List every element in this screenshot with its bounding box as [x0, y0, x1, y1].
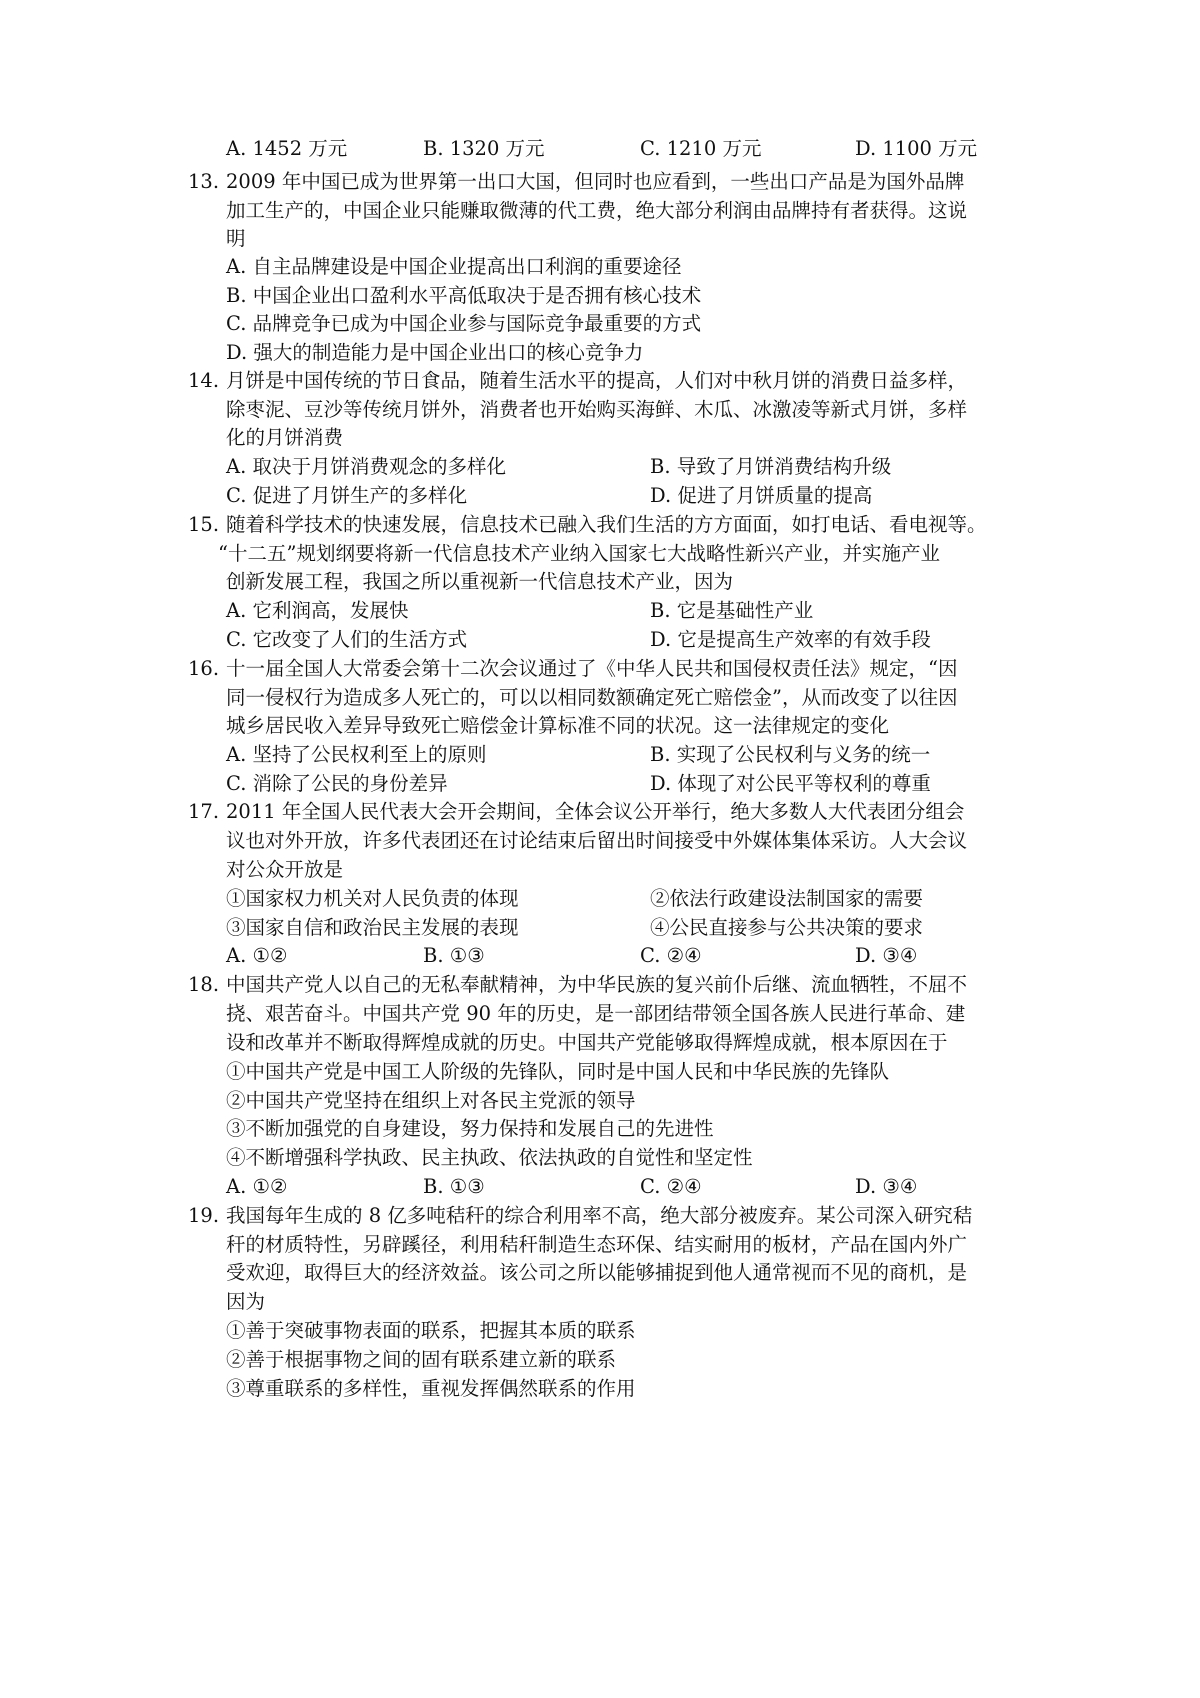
q17-item-2: ②依法行政建设法制国家的需要: [650, 887, 924, 910]
q13-stem-line: 2009 年中国已成为世界第一出口大国，但同时也应看到，一些出口产品是为国外品牌: [226, 170, 965, 193]
q17-option-a: A. ①②: [226, 944, 288, 967]
q15-option-d: D. 它是提高生产效率的有效手段: [650, 628, 931, 651]
q13-option-a: A. 自主品牌建设是中国企业提高出口利润的重要途径: [226, 255, 682, 278]
q18-item-1: ①中国共产党是中国工人阶级的先锋队，同时是中国人民和中华民族的先锋队: [226, 1060, 890, 1083]
q18-item-4: ④不断增强科学执政、民主执政、依法执政的自觉性和坚定性: [226, 1146, 753, 1169]
q17-option-c: C. ②④: [640, 944, 702, 967]
q15-option-a: A. 它利润高，发展快: [226, 599, 409, 622]
q13-stem-line: 加工生产的，中国企业只能赚取微薄的代工费，绝大部分利润由品牌持有者获得。这说: [226, 199, 968, 222]
q18-number: 18.: [188, 973, 220, 996]
q16-option-b: B. 实现了公民权利与义务的统一: [650, 743, 931, 766]
q16-option-a: A. 坚持了公民权利至上的原则: [226, 743, 487, 766]
q16-option-c: C. 消除了公民的身份差异: [226, 772, 448, 795]
q19-item-3: ③尊重联系的多样性，重视发挥偶然联系的作用: [226, 1377, 636, 1400]
q19-stem-line: 我国每年生成的 8 亿多吨秸秆的综合利用率不高，绝大部分被废弃。某公司深入研究秸: [226, 1204, 973, 1227]
q19-number: 19.: [188, 1204, 220, 1227]
q19-stem-line: 秆的材质特性，另辟蹊径，利用秸秆制造生态环保、结实耐用的板材，产品在国内外广: [226, 1233, 968, 1256]
q14-number: 14.: [188, 369, 220, 392]
q18-option-d: D. ③④: [855, 1175, 918, 1198]
q13-stem-line: 明: [226, 227, 246, 250]
q12-option-a: A. 1452 万元: [226, 137, 348, 160]
q17-option-d: D. ③④: [855, 944, 918, 967]
q18-option-a: A. ①②: [226, 1175, 288, 1198]
q13-option-c: C. 品牌竞争已成为中国企业参与国际竞争最重要的方式: [226, 312, 702, 335]
q16-stem-line: 十一届全国人大常委会第十二次会议通过了《中华人民共和国侵权责任法》规定，“因: [226, 657, 958, 680]
q17-stem-line: 2011 年全国人民代表大会开会期间，全体会议公开举行，绝大多数人大代表团分组会: [226, 800, 965, 823]
q15-number: 15.: [188, 513, 220, 536]
q16-stem-line: 同一侵权行为造成多人死亡的，可以以相同数额确定死亡赔偿金”，从而改变了以往因: [226, 686, 958, 709]
q14-stem-line: 除枣泥、豆沙等传统月饼外，消费者也开始购买海鲜、木瓜、冰激凌等新式月饼，多样: [226, 398, 968, 421]
q18-option-c: C. ②④: [640, 1175, 702, 1198]
q18-option-b: B. ①③: [423, 1175, 485, 1198]
q16-stem-line: 城乡居民收入差异导致死亡赔偿金计算标准不同的状况。这一法律规定的变化: [226, 714, 890, 737]
q15-stem-line: 创新发展工程，我国之所以重视新一代信息技术产业，因为: [226, 570, 734, 593]
q17-number: 17.: [188, 800, 220, 823]
q18-item-3: ③不断加强党的自身建设，努力保持和发展自己的先进性: [226, 1117, 714, 1140]
q18-stem-line: 设和改革并不断取得辉煌成就的历史。中国共产党能够取得辉煌成就，根本原因在于: [226, 1031, 948, 1054]
q17-item-3: ③国家自信和政治民主发展的表现: [226, 916, 519, 939]
q19-item-2: ②善于根据事物之间的固有联系建立新的联系: [226, 1348, 617, 1371]
q17-item-1: ①国家权力机关对人民负责的体现: [226, 887, 519, 910]
q15-stem-line: “十二五”规划纲要将新一代信息技术产业纳入国家七大战略性新兴产业，并实施产业: [218, 542, 940, 565]
q18-stem-line: 挠、艰苦奋斗。中国共产党 90 年的历史，是一部团结带领全国各族人民进行革命、建: [226, 1002, 966, 1025]
q17-item-4: ④公民直接参与公共决策的要求: [650, 916, 924, 939]
q14-option-d: D. 促进了月饼质量的提高: [650, 484, 873, 507]
q14-option-b: B. 导致了月饼消费结构升级: [650, 455, 892, 478]
q18-item-2: ②中国共产党坚持在组织上对各民主党派的领导: [226, 1089, 636, 1112]
q14-stem-line: 化的月饼消费: [226, 426, 344, 449]
q14-option-c: C. 促进了月饼生产的多样化: [226, 484, 468, 507]
q12-option-d: D. 1100 万元: [855, 137, 978, 160]
q14-stem-line: 月饼是中国传统的节日食品，随着生活水平的提高，人们对中秋月饼的消费日益多样，: [226, 369, 968, 392]
q13-option-d: D. 强大的制造能力是中国企业出口的核心竞争力: [226, 341, 644, 364]
q12-option-b: B. 1320 万元: [423, 137, 545, 160]
q17-option-b: B. ①③: [423, 944, 485, 967]
q13-option-b: B. 中国企业出口盈利水平高低取决于是否拥有核心技术: [226, 284, 702, 307]
q19-stem-line: 因为: [226, 1290, 266, 1313]
q14-option-a: A. 取决于月饼消费观念的多样化: [226, 455, 506, 478]
q19-item-1: ①善于突破事物表面的联系，把握其本质的联系: [226, 1319, 636, 1342]
q15-stem-line: 随着科学技术的快速发展，信息技术已融入我们生活的方方面面，如打电话、看电视等。: [226, 513, 987, 536]
q17-stem-line: 议也对外开放，许多代表团还在讨论结束后留出时间接受中外媒体集体采访。人大会议: [226, 829, 968, 852]
q17-stem-line: 对公众开放是: [226, 858, 344, 881]
q15-option-c: C. 它改变了人们的生活方式: [226, 628, 468, 651]
q16-option-d: D. 体现了对公民平等权利的尊重: [650, 772, 931, 795]
q19-stem-line: 受欢迎，取得巨大的经济效益。该公司之所以能够捕捉到他人通常视而不见的商机，是: [226, 1261, 968, 1284]
q13-number: 13.: [188, 170, 220, 193]
q18-stem-line: 中国共产党人以自己的无私奉献精神，为中华民族的复兴前仆后继、流血牺牲，不屈不: [226, 973, 968, 996]
q12-option-c: C. 1210 万元: [640, 137, 762, 160]
q16-number: 16.: [188, 657, 220, 680]
q15-option-b: B. 它是基础性产业: [650, 599, 814, 622]
